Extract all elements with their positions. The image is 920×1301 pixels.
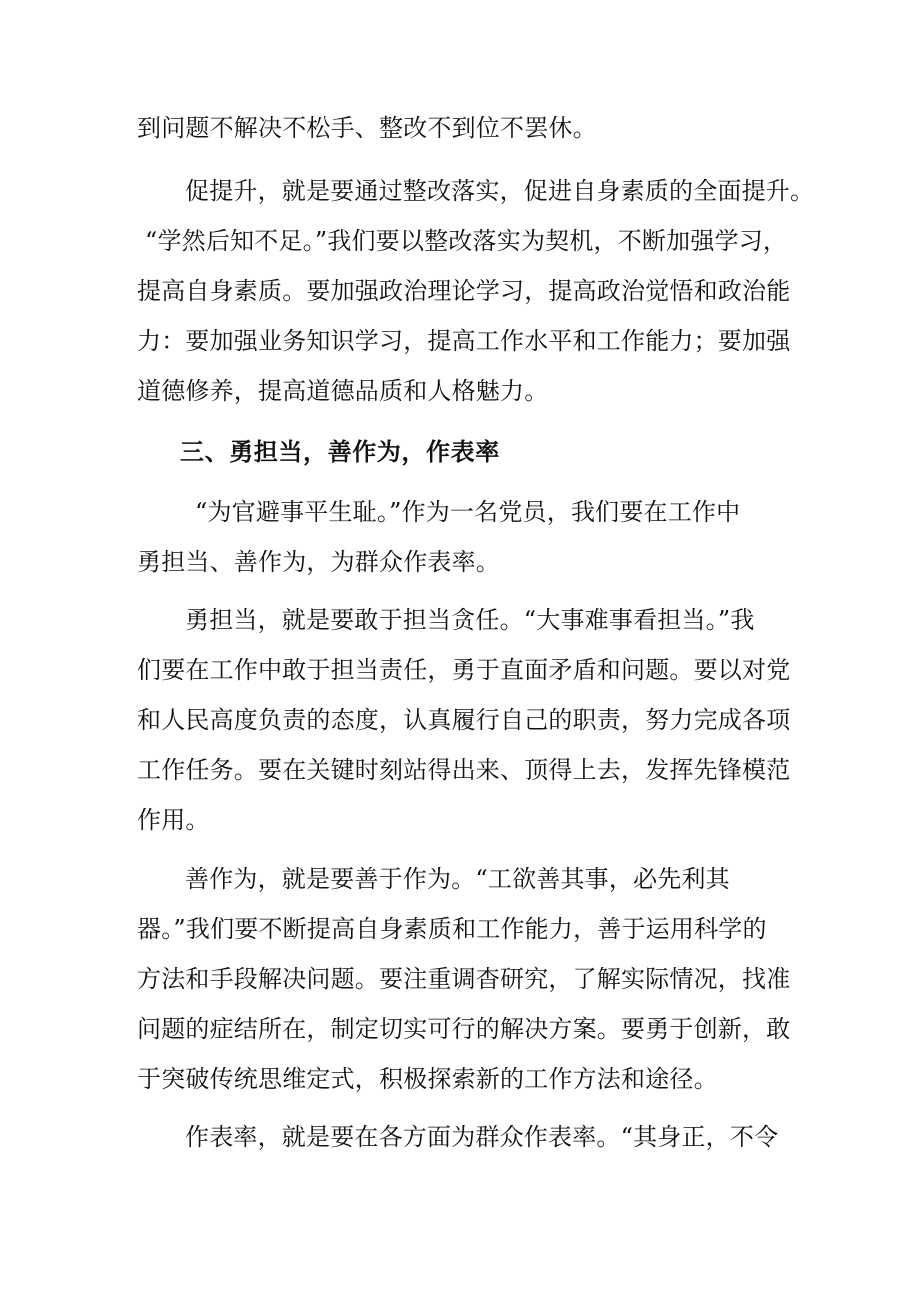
section-heading: 三、勇担当，善作为，作表率 bbox=[180, 437, 500, 466]
paragraph-line: 促提升，就是要通过整改落实，促进自身素质的全面提升。 bbox=[185, 177, 815, 205]
paragraph-line: 和人民高度负责的态度，认真履行自己的职责，努力完成各项 bbox=[137, 706, 791, 734]
paragraph-line: 提高自身素质。要加强政治理论学习，提高政治觉悟和政治能 bbox=[137, 277, 791, 305]
paragraph-line: “为官避事平生耻。”作为一名党员，我们要在工作中 bbox=[195, 498, 741, 526]
paragraph-line: “学然后知不足。”我们要以整改落实为契机，不断加强学习， bbox=[145, 227, 788, 255]
paragraph-line: 到问题不解决不松手、整改不到位不罢休。 bbox=[137, 114, 597, 142]
paragraph-line: 善作为，就是要善于作为。“工欲善其事，必先利其 bbox=[185, 865, 730, 893]
paragraph-line: 勇担当、善作为，为群众作表率。 bbox=[137, 548, 500, 576]
paragraph-line: 道德修养，提高道德品质和人格魅力。 bbox=[137, 377, 549, 405]
paragraph-line: 力：要加强业务知识学习，提高工作水平和工作能力；要加强 bbox=[137, 327, 791, 355]
paragraph-line: 勇担当，就是要敢于担当贪任。“大事难事看担当。”我 bbox=[185, 606, 755, 634]
paragraph-line: 方法和手段解决问题。要注重调杳研究，了解实际情况，找准 bbox=[137, 965, 791, 993]
paragraph-line: 作表率，就是要在各方面为群众作表率。“其身正，不令 bbox=[185, 1123, 779, 1151]
paragraph-line: 工作任务。要在关键时刻站得出来、顶得上去，发挥先锋模范 bbox=[137, 756, 791, 784]
paragraph-line: 问题的症结所在，制定切实可行的解决方案。要勇于创新，敢 bbox=[137, 1015, 791, 1043]
paragraph-line: 器。”我们要不断提高自身素质和工作能力，善于运用科学的 bbox=[137, 915, 767, 943]
paragraph-line: 作用。 bbox=[137, 806, 210, 834]
paragraph-line: 们要在工作中敢于担当责任，勇于直面矛盾和问题。要以对党 bbox=[137, 656, 791, 684]
paragraph-line: 于突破传统思维定式，积极探索新的工作方法和途径。 bbox=[137, 1065, 718, 1093]
